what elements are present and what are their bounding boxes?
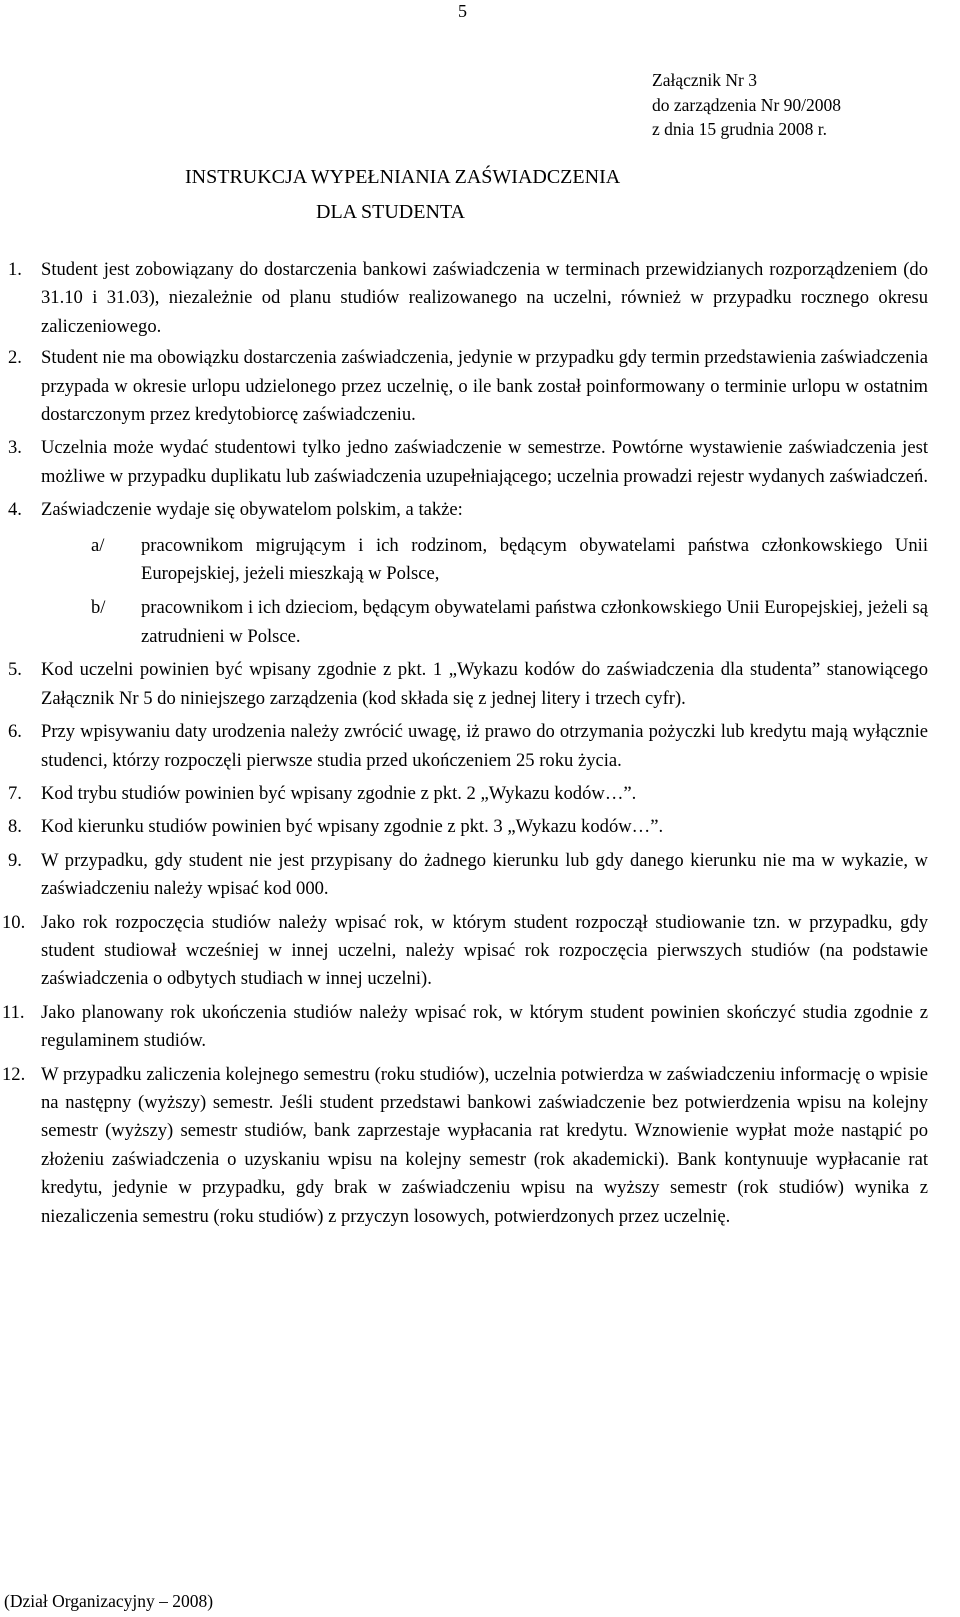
instruction-item — [8, 847, 928, 904]
item-text: Kod kierunku studiów powinien być wpisany zgodnie z pkt. 3 „Wykazu kodów…”. — [41, 816, 664, 838]
instruction-item — [8, 344, 928, 429]
instruction-item — [8, 434, 928, 491]
item-text: Jako rok rozpoczęcia studiów należy wpisać rok, w którym student rozpoczął studiowanie tzn. w przypadku, gdy student studiował wcześniej w innej uczelni, należy wpisać rok rozpoczęcia pierwszych studiów (na podstawie zaświadczenia o odbytych studiach w innej uczelni). — [41, 911, 928, 990]
item-number: 11. — [2, 1001, 25, 1023]
item-text: Kod uczelni powinien być wpisany zgodnie z pkt. 1 „Wykazu kodów do zaświadczenia dla studenta” stanowiącego Załącznik Nr 5 do niniejszego zarządzenia (kod składa się z jednej litery i trzech cyfr). — [41, 659, 928, 709]
item-number: 10. — [2, 911, 26, 933]
instruction-item — [2, 909, 928, 994]
item-number: 12. — [2, 1063, 26, 1085]
instruction-item — [8, 718, 928, 775]
item-number: 3. — [8, 437, 22, 459]
item-text: Student jest zobowiązany do dostarczenia bankowi zaświadczenia w terminach przewidzianych rozporządzeniem (do 31.10 i 31.03), niezależnie od planu studiów realizowanego na uczelni, również w przypadku rocznego okresu zaliczeniowego. — [41, 259, 928, 337]
sub-item-label: a/ — [91, 534, 105, 556]
instruction-item — [8, 813, 928, 841]
title-line-2: DLA STUDENTA — [316, 201, 465, 223]
page-number: 5 — [458, 1, 467, 21]
instruction-item — [8, 656, 928, 713]
instruction-item — [8, 256, 928, 341]
sub-item — [91, 532, 928, 589]
item-text: Przy wpisywaniu daty urodzenia należy zwrócić uwagę, iż prawo do otrzymania pożyczki lub kredytu mają wyłącznie studenci, którzy rozpoczęli pierwsze studia przed ukończeniem 25 roku życia. — [41, 721, 928, 771]
sub-item-text: pracownikom migrującym i ich rodzinom, będącym obywatelami państwa członkowskiego Unii Europejskiej, jeżeli mieszkają w Polsce, — [141, 534, 928, 585]
item-text: Zaświadczenie wydaje się obywatelom polskim, a także: — [41, 499, 463, 521]
instruction-list — [2, 256, 928, 1231]
title-line-1: INSTRUKCJA WYPEŁNIANIA ZAŚWIADCZENIA — [185, 166, 621, 188]
item-number: 5. — [8, 659, 22, 681]
item-number: 8. — [8, 816, 22, 838]
instruction-item — [8, 496, 928, 651]
item-text: Kod trybu studiów powinien być wpisany zgodnie z pkt. 2 „Wykazu kodów…”. — [41, 782, 637, 804]
item-text: Uczelnia może wydać studentowi tylko jedno zaświadczenie w semestrze. Powtórne wystawienie zaświadczenia jest możliwe w przypadku duplikatu lub zaświadczenia uzupełniającego; uczelnia prowadzi rejestr wydanych zaświadczeń. — [41, 437, 928, 487]
item-number: 2. — [8, 347, 22, 369]
instruction-item — [2, 999, 928, 1056]
item-text: W przypadku, gdy student nie jest przypisany do żadnego kierunku lub gdy danego kierunku nie ma w wykazie, w zaświadczeniu należy wpisać kod 000. — [41, 849, 928, 900]
item-number: 7. — [8, 782, 22, 804]
sub-list — [41, 532, 928, 652]
item-number: 4. — [8, 499, 22, 521]
sub-item-label: b/ — [91, 597, 106, 619]
annex-line-1: Załącznik Nr 3 — [652, 70, 757, 90]
item-text: Student nie ma obowiązku dostarczenia zaświadczenia, jedynie w przypadku gdy termin przedstawienia zaświadczenia przypada w okresie urlopu udzielonego przez uczelnię, o ile bank został poinformowany o terminie urlopu w ostatnim dostarczonym przez kredytobiorcę zaświadczeniu. — [41, 347, 928, 426]
annex-line-2: do zarządzenia Nr 90/2008 — [652, 94, 842, 115]
annex-header — [652, 68, 841, 142]
footer-note: (Dział Organizacyjny – 2008) — [4, 1591, 214, 1611]
annex-line-3: z dnia 15 grudnia 2008 r. — [652, 119, 827, 139]
item-number: 6. — [8, 721, 22, 743]
instruction-item — [2, 1061, 928, 1231]
sub-item-text: pracownikom i ich dzieciom, będącym obywatelami państwa członkowskiego Unii Europejskiej, jeżeli są zatrudnieni w Polsce. — [141, 597, 928, 647]
sub-item — [91, 594, 928, 651]
item-number: 9. — [8, 849, 22, 871]
instruction-item — [8, 780, 928, 808]
item-number: 1. — [8, 259, 22, 280]
item-text: Jako planowany rok ukończenia studiów należy wpisać rok, w którym student powinien skończyć studia zgodnie z regulaminem studiów. — [41, 1001, 928, 1052]
item-text: W przypadku zaliczenia kolejnego semestru (roku studiów), uczelnia potwierdza w zaświadczeniu informację o wpisie na następny (wyższy) semestr. Jeśli student przedstawi bankowi zaświadczenie bez potwierdzenia wpisu na kolejny semestr (wyższy) semestr studiów, bank zaprzestaje wypłacania rat kredytu. Wznowienie wypłat może nastąpić po złożeniu zaświadczenia o uzyskaniu wpisu na kolejny semestr (rok akademicki). Bank kontynuuje wypłacanie rat kredytu, jedynie w przypadku, gdy brak w zaświadczeniu wpisu na wyższy semestr (rok studiów) wynika z niezaliczenia semestru (roku studiów) z przyczyn losowych, potwierdzonych przez uczelnię. — [41, 1063, 928, 1227]
